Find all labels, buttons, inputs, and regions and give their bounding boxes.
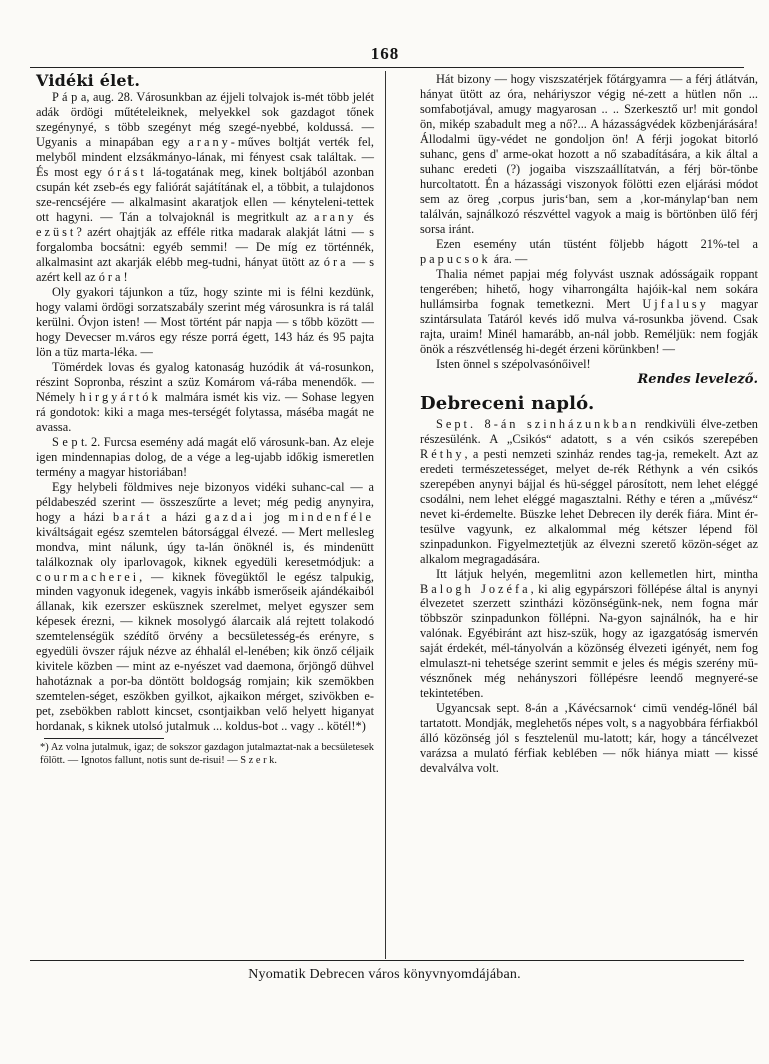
text-run: jog (255, 509, 289, 524)
spaced-emphasis: ezüst (36, 224, 77, 239)
paragraph (36, 435, 374, 480)
left-column (36, 72, 374, 767)
spaced-emphasis: Réthy (420, 446, 465, 461)
paragraph (420, 72, 758, 237)
spaced-emphasis: hirgyártók (79, 389, 161, 404)
footnote-rule (44, 738, 164, 739)
text-run: Oly gyakori tájunkon a tűz, hogy szinte mi is félni kezdünk, hogy valami ördögi sorzatszabály szerint még városunkra is rá talál kerülni. Óvjon isten! — Most történt pár napja — s tőbb között — hogy Devecser m.város egy része porrá égett, 143 ház és 95 pajta lön a tüz marta-léka. — (36, 284, 374, 359)
text-run: malmára ismét kis viz. — Sohase legyen rá gondotok: kiki a maga mes-terségét folytassa, máséba magát ne avassa. (36, 389, 374, 434)
text-run: — s azért kell az (36, 254, 374, 284)
section-heading-videki-elet: Vidéki élet. (36, 71, 141, 90)
text-run: Ezen esemény után tüstént följebb hágott 21%-tel a (436, 236, 758, 251)
text-run: műves boltját verték fel, melyből mindent elzsákmányo-lának, mi fényest csak találtak. — És most egy (36, 134, 374, 179)
paragraph (420, 701, 758, 776)
text-run: S e p t. 2. (52, 434, 101, 449)
paragraph (36, 90, 374, 285)
page-number: 168 (370, 44, 400, 63)
text-run: a házi (152, 509, 205, 524)
paragraph (36, 285, 374, 360)
text-run: ! (123, 269, 128, 284)
right-article-body (420, 72, 758, 372)
text-run: magyar szintársulata Tatáról kevés idő mulva vá-rosunkba jövend. Csak rajta, uraim! Minél hamarább, an-nál jobb. Reméljük: nem fogják önök a részvétlenség hi-degét érzeni körünkben! — (420, 296, 758, 356)
paragraph (420, 417, 758, 567)
spaced-emphasis: gazdai (204, 509, 256, 524)
printer-imprint: Nyomatik Debrecen város könyvnyomdájában. (248, 967, 521, 982)
spaced-emphasis: arany- (188, 134, 238, 149)
text-run: Hát bizony — hogy viszszatérjek főtárgyamra — a férj átlátván, hányat ütött az óra, neháriyszor végig né-zett a hütlen nőn ... somfabotjával, amugy magyarosan .. .. Szerkesztő ur! mit gondol ön, mikép szabadult meg a nő?... A házasságvédek közbenjárására! Állodalmi ügy-védet ne gondoljon ön! A férji jogokat bitorló suhanc, gens d' arme-okat hozott a nő szabadítására, a kik által a suhanc eredeti (?) jogaiba viszszaállítatván, a férj bör-tönbe hurcoltatott. Én a házassági viszonyok fölötti ezen eljárási módot sem az öreg ‚corpus juris‘ban, sem a ‚kor-mánylap‘ban nem találván, sajnálkozó részvéttel vagyok a maig is börtönben ülő férj sorsa iránt. (420, 72, 758, 236)
text-run: ? azért ohajtják az efféle ritka madarak alakját látni — s forgalomba bocsátni: egyéb semmi! — De míg ez történnék, alkalmasint azt akarják elébb meg-tudni, hányat ütött az (36, 224, 374, 269)
text-run: , — kiknek fövegüktől le egész talpukig, minden vagyonuk idegenek, vagyis inkább ismerőseik ajándékaiból állanak, kik ezerszer esküsznek szerelmet, melyet egyszer sem képesek érezni, — kiknek mosolygó álarcaik alá rejtett tolakodó szemtelenségük szédítő örvény a becsületesség-és erényre, s egyedüli övszer rájuk nézve az éhhalál el-lenében; kik önző céljaik kivitele közben — mint az e-nyészet vad daemona, őrjöngő dühvel hahotáznak a por-ba döntött boldogság romjain; kik szemökben szemtelen-séget, eszökben gyilkot, ajkaikon mérget, szivökben e-pet, zsebökben rablott kincset, csontjaikban velő helyett higanyat hordanak, s kiknek utolsó jutalmuk ... koldus-bot .. vagy .. kötél!*) (36, 569, 374, 734)
paragraph (420, 567, 758, 702)
text-run: ára. — (490, 251, 528, 266)
spaced-emphasis: Ujfalusy (642, 296, 709, 311)
section-heading-debreceni-naplo: Debreceni napló. (420, 392, 595, 414)
text-run: Thalia német papjai még folyvást usznak adósságaik roppant tengerében; hihető, hogy viharrongálta hajóik-kal nem sokára hullámsirba fognak temetkezni. Mert (420, 266, 758, 311)
text-run: és (356, 209, 374, 224)
text-run: lá-togatának meg, kinek boltjából azonban csupán két zseb-és egy faliórát sajátítának el, a többit, a tulajdonos sze-rencséjére — alkalmasint akaratjok ellen — kényteleni-tettek ott hagyni. — Tán a tolvajoknál is megritkult az (36, 164, 375, 224)
spaced-emphasis: óra (98, 269, 124, 284)
spaced-emphasis: courmacherei (36, 569, 140, 584)
signature: Rendes levelező. (637, 371, 758, 387)
paragraph (36, 360, 374, 435)
spaced-emphasis: barát (113, 509, 153, 524)
bottom-rule (30, 960, 744, 961)
paragraph (420, 357, 758, 372)
text-run: P á p a, aug. 28. Városunkban az éjjeli tolvajok is-mét több jelét adák ördögi műtételeiknek, melyekkel sok gazdagot tőnek szegénynyé, s több szegényt még szegé-nyebbé, koldussá. — Ugyanis a minapában egy (36, 90, 374, 149)
text-run: Itt látjuk helyén, megemlitni azon kellemetlen hirt, mintha (436, 566, 758, 581)
top-rule (30, 67, 744, 68)
text-run: rendkivüli élve-zetben részesülénk. A „Csikós“ adatott, s a vén csikós szerepében (420, 416, 758, 446)
text-run: Isten önnel s szépolvasónőivel! (436, 356, 591, 371)
text-run: , a pesti nemzeti szinház rendes tag-ja, remekelt. Azt az eredeti természetességet, melyet de-rék Réthynk a vén csikós szerepében anynyi bájjal és hü-séggel párosított, nem lehet eléggé csodálni, nem lehet eléggé magasztalni. Réthy e téren a „művész“ nevet ki-érdemelte. Büszke lehet Debrecen ily derék fiára. Mint ér-tesülve vagyunk, ez alkalommal még kétszer lépend föl szinpadunkon. Figyelmeztetjük az élvezni szerető közön-séget az alkalom megragadására. (420, 446, 758, 566)
right-column (420, 72, 758, 776)
spaced-emphasis: arany (314, 209, 357, 224)
text-run: kiváltságait egész szemtelen bátorsággal élvezé. — Mert mellesleg mondva, mint nálunk, úgy ta-lán önöknél is, és mindenütt találkoznak oly iparlovagok, kiknek egyedüli keresetmódjuk: a (36, 524, 374, 569)
text-run: Egy helybeli földmives neje bizonyos vidéki suhanc-cal — a példabeszéd szerint — összeszűrte a levet; még pedig anynyira, hogy a házi (36, 479, 374, 524)
paragraph (420, 237, 758, 267)
spaced-emphasis: papucsok (420, 251, 491, 266)
spaced-emphasis: Sept. 8-án szinházunkban (436, 416, 640, 431)
text-run: , ki alig egypárszori föllépése által is anynyi élvezetet szerzett szintházi közönségünk-nek, nem fogna már többször szinpadunkon föllépni. Na-gyon sajnálnók, ha e hir valónak. Egyébiránt azt hisz-szük, hogy az igazgatóság ismervén saját érdekét, mél-tányolván a közönség élvezeti igényét, nem fog elmulaszt-ni tehetsége szerint semmit e jeles és mégis szerény mü-vésznőnek még nehányszori föllépésre leendő megnyeré-se tekintetében. (420, 581, 758, 701)
column-divider (385, 71, 386, 959)
spaced-emphasis: Balogh Jozéfa (420, 581, 531, 596)
spaced-emphasis: órást (107, 164, 147, 179)
paragraph (420, 267, 758, 357)
debrecen-article-body (420, 417, 758, 777)
text-run: Tömérdek lovas és gyalog katonaság huzódik át vá-rosunkon, részint Sopronba, részint a szüz Komárom vá-rába menendők. — Némely (36, 359, 374, 404)
text-run: Furcsa esemény adá magát elő városunk-ban. Az eleje igen mindennapias dolog, de a vége a leg-ujabb időkig ismeretlen termény a magyar historiában! (36, 434, 374, 479)
paragraph (36, 480, 374, 735)
spaced-emphasis: óra (323, 254, 349, 269)
spaced-emphasis: mindenféle (288, 509, 375, 524)
left-article-body (36, 90, 374, 734)
footnote: *) Az volna jutalmuk, igaz; de sokszor gazdagon jutalmaztat-nak a becsületesek fölött. — Ignotos fallunt, notis sunt de-risui! — S z e r k. (40, 742, 374, 766)
text-run: Ugyancsak sept. 8-án a ‚Kávécsarnok‘ cimü vendég-lőnél bál tartatott. Mondják, meglehetős népes volt, s a nagyobbára férfiakból álló közönség jól s fesztelenül mu-latott; kár, hogy a táncélvezet varázsa a mulató férfiak keblében — nők hiánya miatt — kissé devalválva volt. (420, 701, 758, 776)
